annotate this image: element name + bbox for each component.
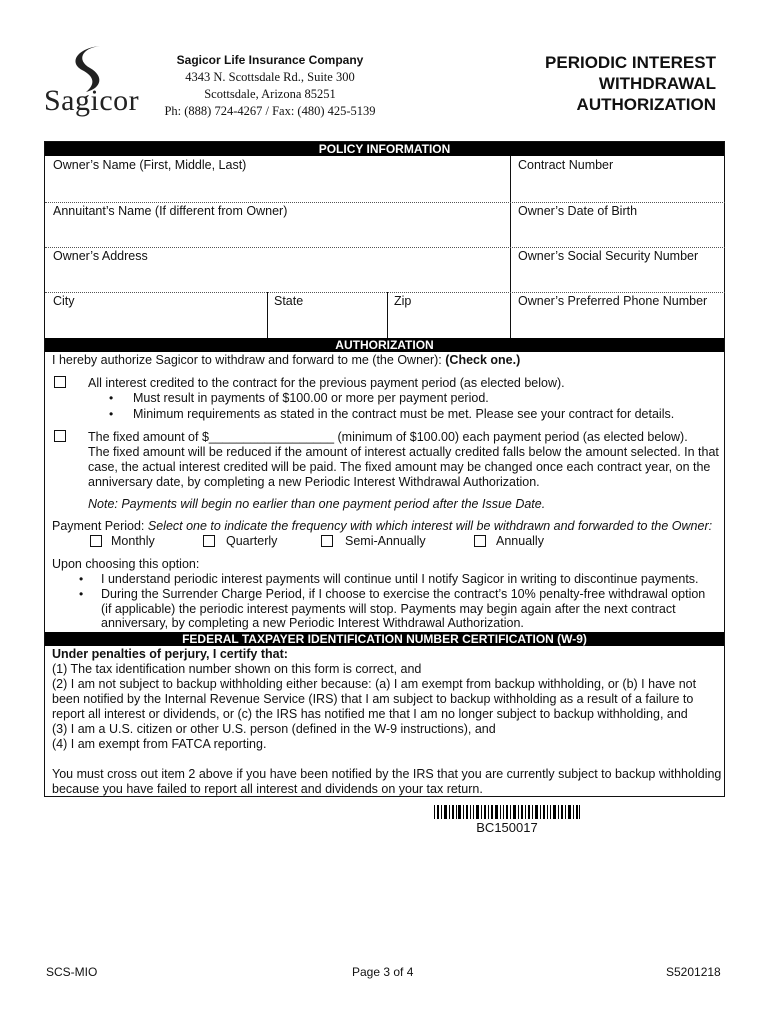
divider [45,247,725,248]
option-fixed-amount-line2: The fixed amount will be reduced if the amount of interest actually credited falls below the amount selected. In that [88,445,719,459]
form-title-line3: AUTHORIZATION [576,95,716,114]
w9-item-2-line2: been notified by the Internal Revenue Service (IRS) that I am subject to backup withholding as a result of a failure to [52,692,694,706]
option-all-interest-bullet2: Minimum requirements as stated in the contract must be met. Please see your contract for details. [133,407,675,421]
authorization-intro-text: I hereby authorize Sagicor to withdraw and forward to me (the Owner): [52,353,446,367]
divider [45,292,725,293]
check-one-note: (Check one.) [445,353,521,367]
form-body [44,141,725,797]
acknowledgement-1: I understand periodic interest payments will continue until I notify Sagicor in writing to discontinue payments. [101,572,699,586]
state-field[interactable]: State [274,294,304,308]
option-all-interest: All interest credited to the contract for the previous payment period (as elected below). [88,376,565,390]
owner-address-field[interactable]: Owner’s Address [53,249,148,263]
form-title-line2: WITHDRAWAL [598,74,716,93]
preferred-phone-field[interactable]: Owner’s Preferred Phone Number [518,294,708,308]
company-phone-fax: Ph: (888) 724-4267 / Fax: (480) 425-5139 [164,104,376,118]
option-fixed-amount-line3: case, the actual interest credited will be paid. The fixed amount may be changed once each contract year, on the [88,460,711,474]
company-address-line1: 4343 N. Scottsdale Rd., Suite 300 [185,70,355,84]
upon-choosing-label: Upon choosing this option: [52,557,200,571]
w9-crossout-line2: because you have failed to report all interest and dividends on your tax return. [52,782,483,796]
option-all-interest-bullet1: Must result in payments of $100.00 or more per payment period. [133,391,489,405]
footer-doc-code: S5201218 [666,965,721,979]
barcode-icon [434,805,580,819]
monthly-label: Monthly [111,534,155,548]
owner-dob-field[interactable]: Owner’s Date of Birth [518,204,638,218]
bullet-icon: • [109,407,114,421]
w9-item-4: (4) I am exempt from FATCA reporting. [52,737,267,751]
owner-ssn-field[interactable]: Owner’s Social Security Number [518,249,699,263]
contract-number-field[interactable]: Contract Number [518,158,614,172]
owner-name-field[interactable]: Owner’s Name (First, Middle, Last) [53,158,247,172]
monthly-checkbox[interactable] [90,535,102,547]
barcode-image [434,805,580,819]
all-interest-checkbox[interactable] [54,376,66,388]
bullet-icon: • [79,587,84,601]
quarterly-label: Quarterly [226,534,278,548]
logo-wordmark: Sagicor [44,84,140,117]
acknowledgement-2-line1: During the Surrender Charge Period, if I choose to exercise the contract’s 10% penalty-free withdrawal option [101,587,706,601]
authorization-intro [52,353,520,368]
payment-period-instructions: Select one to indicate the frequency with which interest will be withdrawn and forwarded to the Owner: [147,519,713,533]
w9-item-2-line3: report all interest or dividends, or (c) the IRS has notified me that I am no longer subject to backup withholding, and [52,707,688,721]
policy-information-heading: POLICY INFORMATION [45,142,724,156]
payment-period-label: Payment Period: [52,519,148,533]
w9-crossout-line1: You must cross out item 2 above if you have been notified by the IRS that you are currently subject to backup withholding [52,767,722,781]
issue-date-note: Note: Payments will begin no earlier than one payment period after the Issue Date. [88,497,546,511]
annually-label: Annually [496,534,544,548]
footer-page-number: Page 3 of 4 [352,965,414,979]
city-field[interactable]: City [53,294,75,308]
quarterly-checkbox[interactable] [203,535,215,547]
footer-form-code: SCS-MIO [46,965,98,979]
authorization-heading: AUTHORIZATION [45,338,724,352]
divider [387,292,388,338]
zip-field[interactable]: Zip [394,294,412,308]
payment-period [52,519,712,534]
option-fixed-amount-line1: The fixed amount of $__________________ (minimum of $100.00) each payment period (as elected below). [88,430,688,444]
company-info [150,52,390,120]
divider [267,292,268,338]
semi-annually-checkbox[interactable] [321,535,333,547]
acknowledgement-2-line2: (if applicable) the periodic interest payments will stop. Payments may begin again after the next contract [101,602,676,616]
w9-item-1: (1) The tax identification number shown on this form is correct, and [52,662,422,676]
fixed-amount-checkbox[interactable] [54,430,66,442]
acknowledgement-2-line3: anniversary, by completing a new Periodic Interest Withdrawal Authorization. [101,616,524,630]
semi-annually-label: Semi-Annually [345,534,426,548]
divider [45,202,725,203]
company-name: Sagicor Life Insurance Company [176,53,364,67]
w9-certify-intro: Under penalties of perjury, I certify that: [52,647,288,661]
form-title [520,52,716,115]
w9-item-2-line1: (2) I am not subject to backup withholding either because: (a) I am exempt from backup withholding, or (b) I have not [52,677,697,691]
w9-heading: FEDERAL TAXPAYER IDENTIFICATION NUMBER CERTIFICATION (W-9) [45,632,724,646]
option-fixed-amount-line4: anniversary date, by completing a new Periodic Interest Withdrawal Authorization. [88,475,540,489]
annually-checkbox[interactable] [474,535,486,547]
company-address-line2: Scottsdale, Arizona 85251 [204,87,336,101]
barcode-number: BC150017 [476,820,538,835]
bullet-icon: • [79,572,84,586]
annuitant-name-field[interactable]: Annuitant’s Name (If different from Owner) [53,204,288,218]
form-title-line1: PERIODIC INTEREST [545,53,716,72]
w9-item-3: (3) I am a U.S. citizen or other U.S. person (defined in the W-9 instructions), and [52,722,496,736]
bullet-icon: • [109,391,114,405]
